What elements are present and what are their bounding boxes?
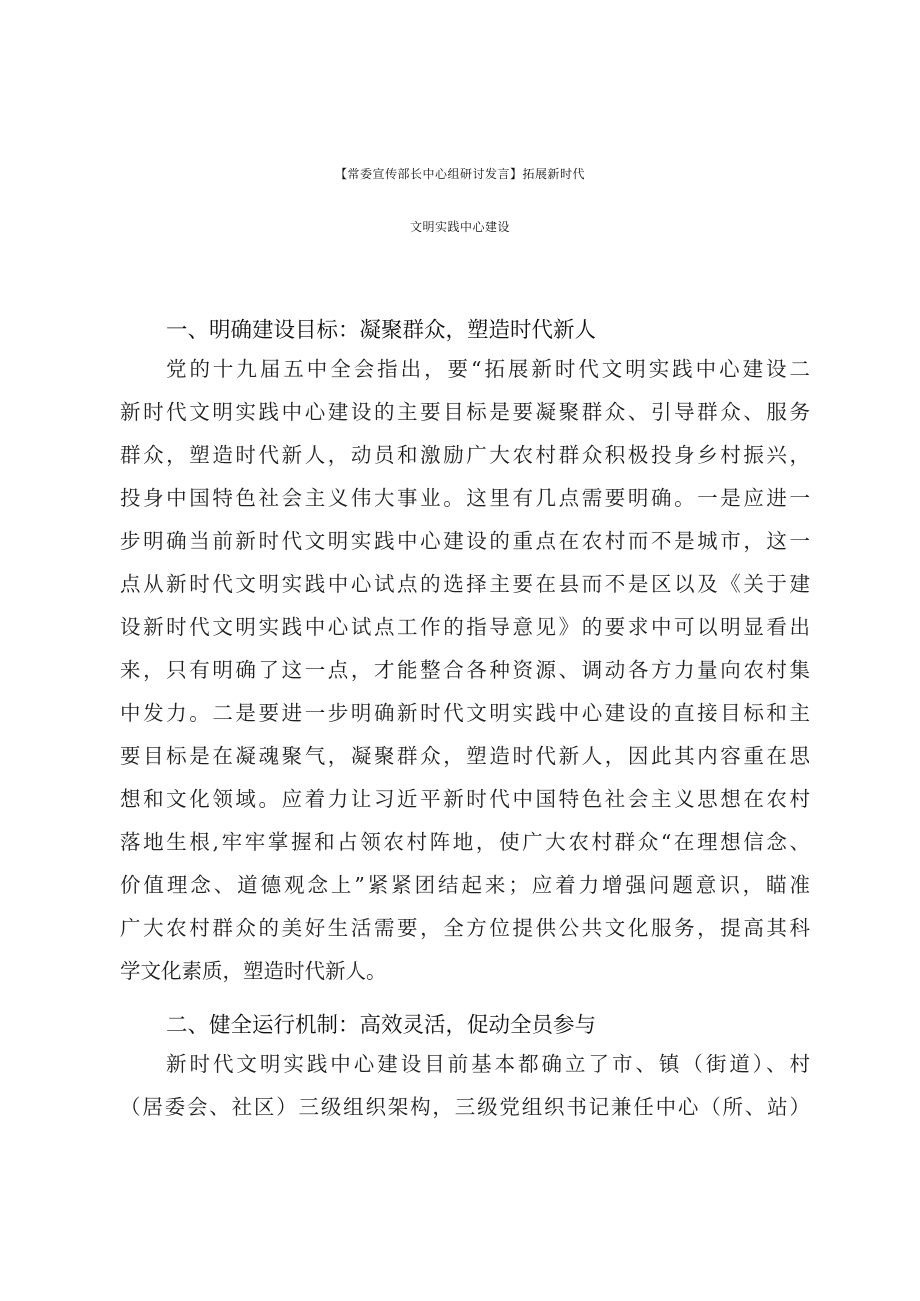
paragraph-line: （居委会、社区）三级组织架构，三级党组织书记兼任中心（所、站）	[120, 1095, 810, 1119]
paragraph-line: 群众，塑造时代新人，动员和激励广大农村群众积极投身乡村振兴，	[120, 443, 810, 467]
paragraph-line: 点从新时代文明实践中心试点的选择主要在县而不是区以及《关于建	[120, 572, 810, 596]
section-1-heading: 一、明确建设目标：凝聚群众，塑造时代新人	[166, 318, 597, 343]
paragraph-line: 想和文化领域。应着力让习近平新时代中国特色社会主义思想在农村	[120, 787, 810, 811]
paragraph-line: 落地生根,牢牢掌握和占领农村阵地，使广大农村群众“在理想信念、	[120, 830, 810, 854]
paragraph-line: 广大农村群众的美好生活需要，全方位提供公共文化服务，提高其科	[120, 916, 810, 940]
paragraph-line: 投身中国特色社会主义伟大事业。这里有几点需要明确。一是应进一	[120, 486, 810, 510]
paragraph-line: 新时代文明实践中心建设的主要目标是要凝聚群众、引导群众、服务	[120, 400, 810, 424]
paragraph-line: 学文化素质，塑造时代新人。	[120, 959, 387, 983]
paragraph-line: 中发力。二是要进一步明确新时代文明实践中心建设的直接目标和主	[120, 701, 810, 725]
paragraph-line: 设新时代文明实践中心试点工作的指导意见》的要求中可以明显看出	[120, 615, 810, 639]
document-title-line-1: 【常委宣传部长中心组研讨发言】拓展新时代	[334, 167, 585, 181]
paragraph-line: 要目标是在凝魂聚气，凝聚群众，塑造时代新人，因此其内容重在思	[120, 744, 810, 768]
paragraph-line: 步明确当前新时代文明实践中心建设的重点在农村而不是城市，这一	[120, 529, 810, 553]
paragraph-line: 党的十九届五中全会指出，要“拓展新时代文明实践中心建设二	[166, 357, 810, 381]
paragraph-line: 价值理念、道德观念上”紧紧团结起来；应着力增强问题意识，瞄准	[120, 873, 810, 897]
document-title-line-2: 文明实践中心建设	[409, 220, 510, 234]
section-2-heading: 二、健全运行机制：高效灵活，促动全员参与	[166, 1013, 597, 1038]
paragraph-line: 新时代文明实践中心建设目前基本都确立了市、镇（街道）、村	[166, 1052, 810, 1076]
paragraph-line: 来，只有明确了这一点，才能整合各种资源、调动各方力量向农村集	[120, 658, 810, 682]
